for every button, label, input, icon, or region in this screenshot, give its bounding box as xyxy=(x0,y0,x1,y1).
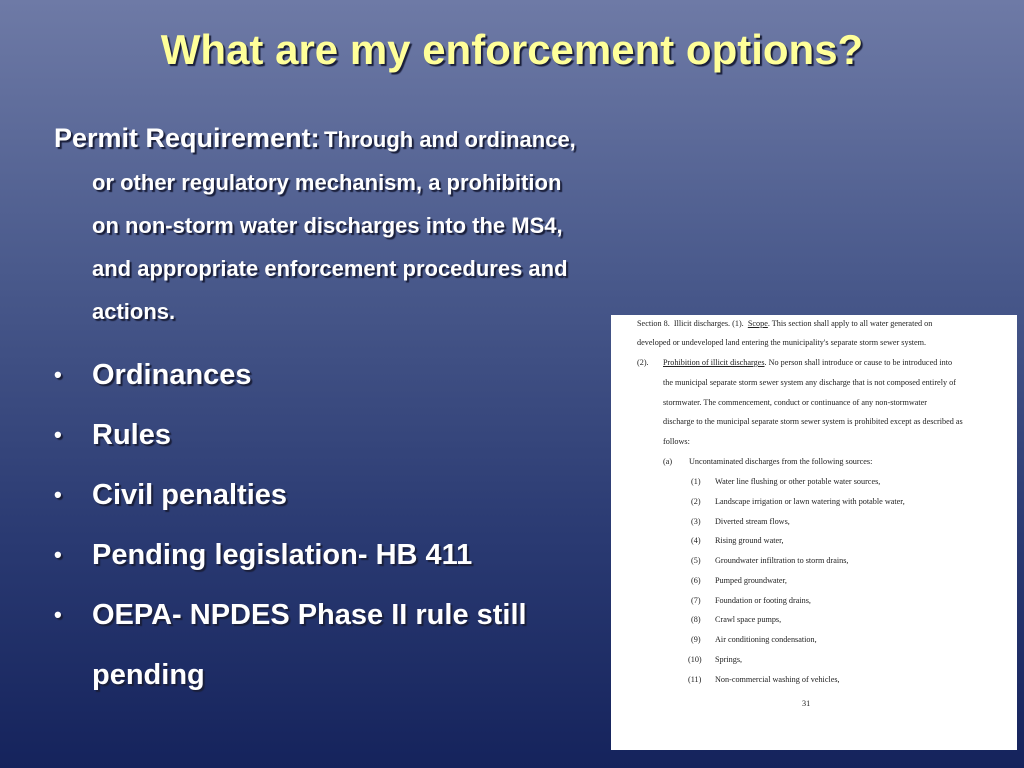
bullet-icon: • xyxy=(54,542,62,567)
doc-sub-a-text: Uncontaminated discharges from the following sources: xyxy=(689,457,873,466)
permit-requirement-lead: Permit Requirement: xyxy=(54,123,320,153)
doc-item-text: Rising ground water, xyxy=(715,536,784,545)
doc-item-text: Non-commercial washing of vehicles, xyxy=(715,675,840,684)
doc-item-number: (4) xyxy=(691,536,701,545)
doc-heading-rest: . This section shall apply to all water generated on xyxy=(767,319,933,328)
list-item xyxy=(54,525,527,585)
permit-line: Through and ordinance, xyxy=(324,127,576,152)
doc-item-number: (11) xyxy=(688,675,702,684)
list-item xyxy=(54,585,527,705)
doc-item-number: (1) xyxy=(691,477,701,486)
doc-p2-label: (2). xyxy=(637,358,649,367)
doc-item-number: (8) xyxy=(691,615,701,624)
doc-item-text: Crawl space pumps, xyxy=(715,615,782,624)
doc-item-text: Diverted stream flows, xyxy=(715,517,790,526)
doc-item-text: Landscape irrigation or lawn watering with potable water, xyxy=(715,497,905,506)
doc-section-label: Section 8. xyxy=(637,319,670,328)
permit-line: and appropriate enforcement procedures and xyxy=(92,256,568,281)
list-item xyxy=(54,345,527,405)
doc-sub-a-label: (a) xyxy=(663,457,673,466)
doc-item-text: Pumped groundwater, xyxy=(715,576,787,585)
doc-item-number: (2) xyxy=(691,497,701,506)
bullet-icon: • xyxy=(54,482,62,507)
doc-item-text: Springs, xyxy=(715,655,743,664)
doc-item-number: (3) xyxy=(691,517,701,526)
doc-item-text: Groundwater infiltration to storm drains, xyxy=(715,556,849,565)
enforcement-options-list xyxy=(54,345,527,705)
doc-page-number: 31 xyxy=(802,699,811,708)
doc-line: follows: xyxy=(663,437,690,446)
doc-line: developed or undeveloped land entering the municipality's separate storm sewer system. xyxy=(637,338,927,347)
list-item xyxy=(54,465,527,525)
slide-title: What are my enforcement options? xyxy=(160,26,864,73)
bullet-icon: • xyxy=(54,422,62,447)
bullet-icon: • xyxy=(54,362,62,387)
doc-line: the municipal separate storm sewer system any discharge that is not composed entirely of xyxy=(663,378,956,387)
permit-line: actions. xyxy=(92,299,176,324)
doc-section-title: Illicit discharges xyxy=(673,319,729,328)
doc-line: stormwater. The commencement, conduct or continuance of any non-stormwater xyxy=(663,398,928,407)
doc-line: discharge to the municipal separate storm sewer system is prohibited except as described as xyxy=(663,417,963,426)
list-item-continuation: pending xyxy=(92,659,205,691)
doc-item-text: Foundation or footing drains, xyxy=(715,596,811,605)
doc-item-number: (7) xyxy=(691,596,701,605)
ordinance-document-image xyxy=(611,315,1017,750)
doc-item-number: (6) xyxy=(691,576,701,585)
doc-heading-line xyxy=(637,319,932,328)
doc-scope-label: Scope xyxy=(747,319,768,328)
doc-p2-heading xyxy=(663,358,952,367)
doc-item-number: (10) xyxy=(688,655,702,664)
bullet-icon: • xyxy=(54,602,62,627)
doc-p2-rest: . No person shall introduce or cause to be introduced into xyxy=(764,358,953,367)
doc-p2-title: Prohibition of illicit discharges xyxy=(663,358,765,367)
doc-item-number: (5) xyxy=(691,556,701,565)
doc-item-text: Water line flushing or other potable water sources, xyxy=(715,477,881,486)
permit-requirement-paragraph xyxy=(54,118,694,333)
doc-section-number: . (1). xyxy=(728,319,744,328)
list-item-text: Rules xyxy=(92,419,171,451)
list-item-text: Ordinances xyxy=(92,359,252,391)
list-item-text: Pending legislation- HB 411 xyxy=(92,539,473,571)
list-item-text: Civil penalties xyxy=(92,479,288,511)
permit-line: or other regulatory mechanism, a prohibition xyxy=(92,170,562,195)
list-item xyxy=(54,405,527,465)
doc-item-text: Air conditioning condensation, xyxy=(715,635,817,644)
permit-line: on non-storm water discharges into the MS4, xyxy=(92,213,563,238)
list-item-text: OEPA- NPDES Phase II rule still xyxy=(92,599,527,631)
doc-item-number: (9) xyxy=(691,635,701,644)
